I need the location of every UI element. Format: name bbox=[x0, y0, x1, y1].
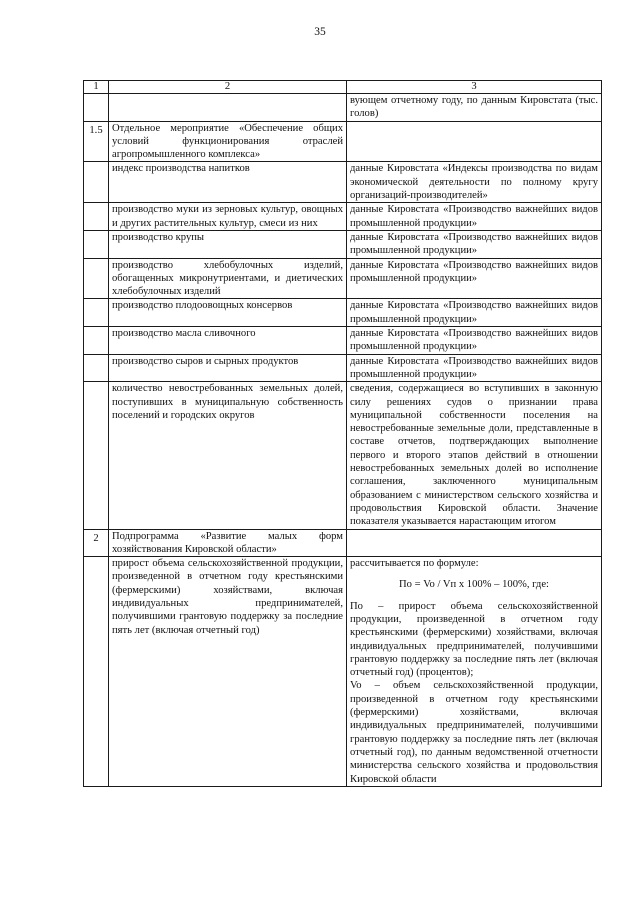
data-source: данные Кировстата «Производство важнейших видов промышленной продукции» bbox=[347, 258, 602, 299]
table-row bbox=[84, 354, 602, 382]
formula-intro: рассчитывается по формуле: bbox=[350, 558, 479, 570]
header-col-2: 2 bbox=[109, 81, 347, 94]
table-row bbox=[84, 94, 602, 122]
row-number bbox=[84, 94, 109, 122]
row-number bbox=[84, 327, 109, 355]
indicator-name: индекс производства напитков bbox=[109, 162, 347, 203]
header-col-1: 1 bbox=[84, 81, 109, 94]
row-number bbox=[84, 557, 109, 787]
table-row bbox=[84, 382, 602, 529]
data-source bbox=[347, 557, 602, 787]
table-row bbox=[84, 299, 602, 327]
table-row bbox=[84, 529, 602, 557]
row-number: 2 bbox=[84, 529, 109, 557]
page-number: 35 bbox=[314, 26, 326, 38]
row-number bbox=[84, 382, 109, 529]
data-source: данные Кировстата «Производство важнейших видов промышленной продукции» bbox=[347, 203, 602, 231]
data-source: данные Кировстата «Производство важнейших видов промышленной продукции» bbox=[347, 354, 602, 382]
table-row bbox=[84, 327, 602, 355]
row-number bbox=[84, 203, 109, 231]
formula: По = Vo / Vп х 100% – 100%, где: bbox=[399, 579, 549, 591]
data-source: данные Кировстата «Производство важнейших видов промышленной продукции» bbox=[347, 230, 602, 258]
data-source: данные Кировстата «Производство важнейших видов промышленной продукции» bbox=[347, 299, 602, 327]
row-number bbox=[84, 258, 109, 299]
row-number bbox=[84, 354, 109, 382]
indicator-name: производство крупы bbox=[109, 230, 347, 258]
header-col-3: 3 bbox=[347, 81, 602, 94]
data-source bbox=[347, 121, 602, 162]
indicator-name: производство плодоовощных консервов bbox=[109, 299, 347, 327]
table-header-row bbox=[84, 81, 602, 94]
data-source: данные Кировстата «Индексы производства по видам экономической деятельности по полному кругу организаций-производителей» bbox=[347, 162, 602, 203]
data-source: данные Кировстата «Производство важнейших видов промышленной продукции» bbox=[347, 327, 602, 355]
indicator-name: производство хлебобулочных изделий, обогащенных микронутриентами, и диетических хлебобулочных изделий bbox=[109, 258, 347, 299]
indicator-name: Отдельное мероприятие «Обеспечение общих условий функционирования отраслей агропромышленного комплекса» bbox=[109, 121, 347, 162]
indicator-name: производство сыров и сырных продуктов bbox=[109, 354, 347, 382]
data-source bbox=[347, 529, 602, 557]
row-number bbox=[84, 230, 109, 258]
table-row bbox=[84, 557, 602, 787]
table-row bbox=[84, 121, 602, 162]
table-row bbox=[84, 258, 602, 299]
indicator-name bbox=[109, 94, 347, 122]
indicator-name: прирост объема сельскохозяйственной продукции, произведенной в отчетном году крестьянскими (фермерскими) хозяйствами, включая индивидуальных предпринимателей, получившими грантовую поддержку за последние пять лет (включая отчетный год) bbox=[109, 557, 347, 787]
data-source: вующем отчетному году, по данным Кировстата (тыс. голов) bbox=[347, 94, 602, 122]
definition-po: По – прирост объема сельскохозяйственной продукции, произведенной в отчетном году крестьянскими (фермерскими) хозяйствами, включая индивидуальных предпринимателей, получившими грантовую поддержку за последние пять лет (включая отчетный год) (процентов); bbox=[350, 600, 598, 679]
indicator-name: Подпрограмма «Развитие малых форм хозяйствования Кировской области» bbox=[109, 529, 347, 557]
indicator-name: количество невостребованных земельных долей, поступивших в муниципальную собственность поселений и городских округов bbox=[109, 382, 347, 529]
row-number bbox=[84, 299, 109, 327]
indicators-table bbox=[83, 80, 602, 787]
row-number: 1.5 bbox=[84, 121, 109, 162]
row-number bbox=[84, 162, 109, 203]
table-row bbox=[84, 162, 602, 203]
definition-vo: Vo – объем сельскохозяйственной продукции, произведенной в отчетном году крестьянскими (фермерскими) хозяйствами, включая индивидуальных предпринимателей, получившими грантовую поддержку за последние пять лет (включая отчетный год), по данным ведомственной отчетности министерства сельского хозяйства и продовольствия Кировской области bbox=[350, 680, 598, 785]
indicator-name: производство масла сливочного bbox=[109, 327, 347, 355]
table-row bbox=[84, 203, 602, 231]
data-source: сведения, содержащиеся во вступивших в законную силу решениях судов о признании права муниципальной собственности поселения на невостребованные земельные доли, представленные в составе отчетов, подтверждающих выполнение первого и второго этапов действий в отношении невостребованных земельных долей во исполнение соглашения, заключенного муниципальным образованием с министерством сельского хозяйства и продовольствия Кировской области. Значение показателя указывается нарастающим итогом bbox=[347, 382, 602, 529]
table-row bbox=[84, 230, 602, 258]
indicator-name: производство муки из зерновых культур, овощных и других растительных культур, смеси из них bbox=[109, 203, 347, 231]
